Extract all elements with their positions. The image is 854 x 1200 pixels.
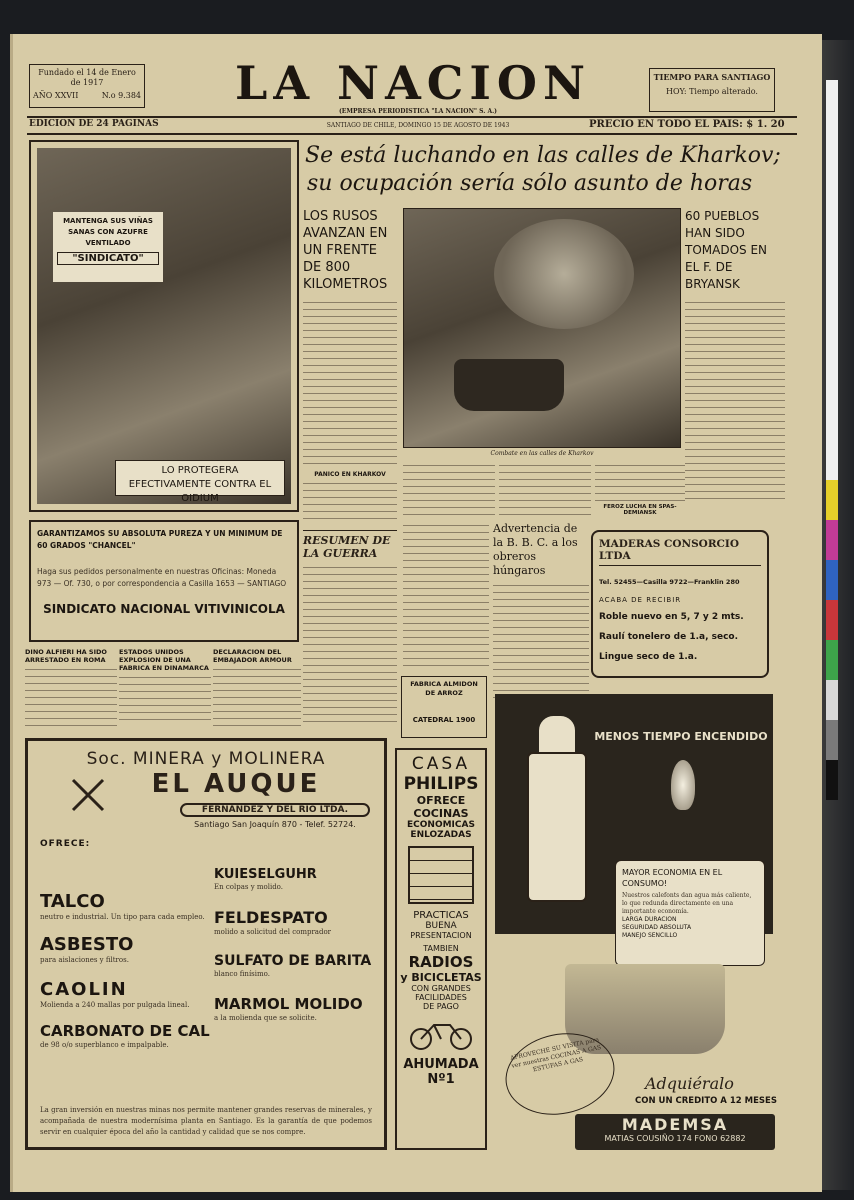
product-carbonato: CARBONATO DE CAL <box>40 1022 210 1040</box>
mademsa-credit: CON UN CREDITO A 12 MESES <box>635 1096 777 1106</box>
almidon-address: CATEDRAL 1900 <box>412 716 476 724</box>
philips-l5: PRACTICAS <box>413 910 469 921</box>
auque-line1: Soc. MINERA y MOLINERA <box>86 749 326 769</box>
mademsa-b4: SEGURIDAD ABSOLUTA <box>622 924 692 931</box>
philips-address: AHUMADA Nº1 <box>403 1057 479 1087</box>
mademsa-arc: MENOS TIEMPO ENCENDIDO <box>594 730 768 743</box>
weather-title: TIEMPO PARA SANTIAGO <box>653 72 771 82</box>
mademsa-b2: Nuestros calefonts dan agua más caliente, lo que redunda directamente en una importante economía. <box>622 892 752 915</box>
col-rusos <box>303 208 397 646</box>
col-pueblos <box>685 208 785 518</box>
alfieri-head: DINO ALFIERI HA SIDO ARRESTADO EN ROMA <box>25 648 107 664</box>
explosion-body <box>119 674 211 726</box>
philips-l1: OFRECE <box>416 794 466 807</box>
product-carbonato-desc: de 98 o/o superblanco e impalpable. <box>40 1041 169 1049</box>
auque-brand: EL AUQUE <box>151 769 321 799</box>
philips-l9: RADIOS <box>408 953 474 971</box>
mademsa-brand: MADEMSA <box>621 1115 729 1134</box>
philips-l3: ECONOMICAS <box>407 820 475 830</box>
mid-col-1 <box>403 462 495 518</box>
almidon-ad <box>401 676 487 738</box>
masthead-rule <box>27 116 797 118</box>
headline-line1: Se está luchando en las calles de Kharkov; <box>305 143 781 168</box>
product-kuieselguhr: KUIESELGUHR <box>214 867 317 882</box>
sindicato-brand: "SINDICATO" <box>57 252 159 265</box>
philips-l10: y BICICLETAS <box>400 971 482 984</box>
headline-line2: su ocupación sería sólo asunto de horas <box>307 171 753 196</box>
pueblos-body <box>685 299 785 499</box>
mademsa-script: Adquiéralo <box>645 1074 734 1093</box>
mademsa-address: MATIAS COUSIÑO 174 FONO 62882 <box>604 1134 746 1143</box>
dateline: SANTIAGO DE CHILE, DOMINGO 15 DE AGOSTO DE 1943 <box>326 122 510 129</box>
almidon-title: FABRICA ALMIDON DE ARROZ <box>410 680 478 697</box>
mid-col-3 <box>595 462 685 518</box>
mademsa-b1: MAYOR ECONOMIA EN EL CONSUMO! <box>622 868 723 888</box>
product-marmol-desc: a la molienda que se solicite. <box>214 1014 317 1022</box>
auque-products-right <box>214 867 374 1023</box>
sindicato-footer: SINDICATO NACIONAL VITIVINICOLA <box>43 602 285 616</box>
rusos-head: LOS RUSOS AVANZAN EN UN FRENTE DE 800 KILOMETROS <box>303 209 388 292</box>
maderas-item3: Lingue seco de 1.a. <box>599 652 698 662</box>
price-text: PRECIO EN TODO EL PAIS: $ 1. 20 <box>589 119 785 130</box>
philips-ad <box>395 748 487 1150</box>
philips-l12: FACILIDADES <box>415 993 467 1002</box>
philips-l6: BUENA <box>425 921 457 931</box>
sindicato-ad <box>29 140 299 512</box>
product-talco: TALCO <box>40 891 105 912</box>
auque-ad <box>25 738 387 1150</box>
product-sulfato-desc: blanco finísimo. <box>214 970 270 978</box>
feroz-subhead: FEROZ LUCHA EN SPAS-DEMIANSK <box>603 504 677 516</box>
smoke-shape <box>494 219 634 329</box>
edition-text: EDICION DE 24 PAGINAS <box>29 119 159 129</box>
auque-company: FERNANDEZ Y DEL RIO LTDA. <box>180 803 370 817</box>
weather-today: HOY: Tiempo alterado. <box>666 87 758 96</box>
product-marmol: MARMOL MOLIDO <box>214 995 363 1013</box>
armour-body <box>213 666 301 726</box>
mademsa-oval-text: APROVECHE SU VISITA para ver nuestras COCINAS A GAS ESTUFAS A GAS <box>509 1036 602 1074</box>
maderas-contact: Tel. 52455—Casilla 9722—Franklin 280 <box>599 578 740 586</box>
product-talco-desc: neutro e industrial. Un tipo para cada empleo. <box>40 913 205 921</box>
advertencia-head: Advertencia de la B. B. C. a los obreros húngaros <box>493 522 578 577</box>
philips-brand: PHILIPS <box>403 774 479 794</box>
col-advertencia <box>493 522 589 712</box>
year-text: AÑO XXVII <box>33 91 79 100</box>
sindicato-line1: MANTENGA SUS VIÑAS SANAS CON AZUFRE VENTILADO <box>63 217 153 247</box>
tank-shape <box>454 359 564 411</box>
product-feldespato: FELDESPATO <box>214 908 328 927</box>
resumen-head: RESUMEN DE LA GUERRA <box>303 530 397 560</box>
sindicato-label-box <box>53 212 163 282</box>
maderas-item1: Roble nuevo en 5, 7 y 2 mts. <box>599 612 744 622</box>
bicycle-icon <box>406 1017 476 1051</box>
feroz-body <box>595 462 685 504</box>
issue-number: N.o 9.384 <box>101 91 141 100</box>
auque-footer: La gran inversión en nuestras minas nos permite mantener grandes reservas de minerales, y acompañada de nuestra modernísima planta en Santiago. Es la garantía de que podemos servir en cualquier época del año la cantidad y calidad que se nos compre. <box>40 1106 372 1136</box>
philips-l4: ENLOZADAS <box>410 830 472 840</box>
armour-head: DECLARACION DEL EMBAJADOR ARMOUR <box>213 648 292 664</box>
panico-body <box>303 480 397 520</box>
auque-address: Santiago San Joaquín 870 - Telef. 52724. <box>194 820 356 829</box>
product-kuieselguhr-desc: En colpas y molido. <box>214 883 283 891</box>
photo-caption: Combate en las calles de Kharkov <box>490 450 594 457</box>
auque-ofrece: OFRECE: <box>40 839 91 849</box>
explosion-head: ESTADOS UNIDOS EXPLOSION DE UNA FABRICA EN DINAMARCA <box>119 648 209 672</box>
flame-icon <box>671 760 695 810</box>
masthead-title: LA NACION <box>234 56 592 110</box>
product-sulfato: SULFATO DE BARITA <box>214 953 372 969</box>
maderas-ad <box>591 530 769 678</box>
pueblos-head: 60 PUEBLOS HAN SIDO TOMADOS EN EL F. DE BRYANSK <box>685 209 768 291</box>
founded-box <box>29 64 145 108</box>
mademsa-bubble <box>615 860 765 966</box>
sindicato-tagline-box <box>115 460 285 504</box>
maderas-item2: Raulí tonelero de 1.a, seco. <box>599 632 739 642</box>
sindicato-orders: Haga sus pedidos personalmente en nuestras Oficinas: Moneda 973 — Of. 730, o por correspondencia a Casilla 1653 — SANTIAGO <box>37 567 287 588</box>
weather-box <box>649 68 775 112</box>
masthead-subtitle: (EMPRESA PERIODISTICA "LA NACION" S. A.) <box>338 108 498 115</box>
news-explosion <box>119 648 211 738</box>
sindicato-guarantee: GARANTIZAMOS SU ABSOLUTA PUREZA Y UN MINIMUM DE 60 GRADOS "CHANCEL" <box>37 529 283 550</box>
mademsa-ad <box>495 694 785 1154</box>
maderas-intro: ACABA DE RECIBIR <box>599 596 682 604</box>
mademsa-b5: MANEJO SENCILLO <box>622 932 678 939</box>
product-asbesto: ASBESTO <box>40 934 134 955</box>
philips-l13: DE PAGO <box>423 1002 459 1011</box>
philips-l2: COCINAS <box>413 807 469 820</box>
panico-subhead: PANICO EN KHARKOV <box>314 471 386 478</box>
philips-l11: CON GRANDES <box>411 984 471 993</box>
auque-products-left <box>40 891 210 1050</box>
founded-text: Fundado el 14 de Enero de 1917 <box>38 68 136 87</box>
sindicato-guarantee-box <box>29 520 299 642</box>
col-mid-left <box>403 522 489 670</box>
mid-col-2 <box>499 462 591 518</box>
mademsa-logo-bar <box>575 1114 775 1150</box>
philips-l7: PRESENTACION <box>410 931 472 940</box>
rusos-body <box>303 299 397 469</box>
resumen-body <box>303 564 397 724</box>
stove-icon <box>408 846 474 904</box>
sindicato-tagline: LO PROTEGERA EFECTIVAMENTE CONTRA EL OIDIUM <box>128 465 272 504</box>
vineyard-photo <box>37 148 291 504</box>
advertencia-body <box>493 582 589 702</box>
product-caolin-desc: Molienda a 240 mallas por pulgada lineal. <box>40 1001 190 1009</box>
philips-l8: TAMBIEN <box>423 944 459 953</box>
product-asbesto-desc: para aislaciones y filtros. <box>40 956 129 964</box>
main-headline <box>305 142 785 198</box>
maderas-title: MADERAS CONSORCIO LTDA <box>599 538 761 566</box>
windmill-icon <box>68 775 108 815</box>
news-armour <box>213 648 301 738</box>
news-alfieri <box>25 648 117 738</box>
mademsa-b3: LARGA DURACION <box>622 916 677 923</box>
alfieri-body <box>25 666 117 726</box>
color-calibration-strip <box>826 80 838 980</box>
product-caolin: CAOLIN <box>40 979 128 1000</box>
masthead-rule-bottom <box>27 133 797 135</box>
product-feldespato-desc: molido a solicitud del comprador <box>214 928 332 936</box>
philips-casa: CASA <box>411 754 471 774</box>
kharkov-photo <box>403 208 681 448</box>
heater-icon <box>525 716 589 912</box>
newspaper-page <box>10 34 822 1192</box>
